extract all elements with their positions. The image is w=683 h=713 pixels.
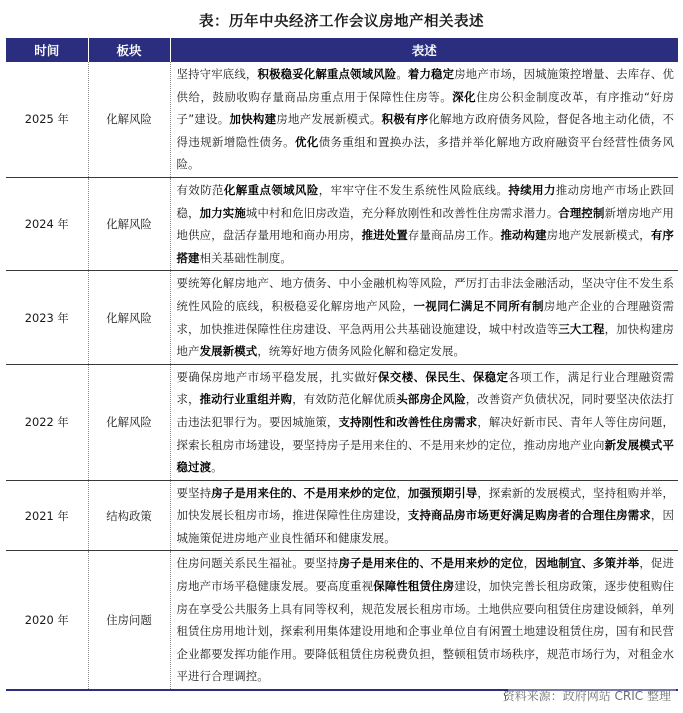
highlight-text: 房子是用来住的、不是用来炒的定位 [211, 485, 397, 500]
header-sector: 板块 [88, 38, 170, 62]
row-sector: 结构政策 [88, 480, 170, 551]
highlight-text: 积极稳妥化解重点领域风险 [257, 67, 397, 81]
highlight-text: 推进处置 [361, 228, 408, 243]
description-text: 城中村和危旧房改造，充分释放刚性和改善性住房需求潜力。 [245, 205, 559, 220]
highlight-text: 保障性租赁住房 [373, 579, 455, 594]
highlight-text: 支持商品房市场更好满足购房者的合理住房需求 [407, 508, 651, 523]
description-text: 。 [396, 67, 408, 81]
table-header-row [6, 38, 678, 62]
description-text: 房地产市场，因城施策控增量、去库存、优供给，鼓励收购存量商品房重点用于保障性住房等。 [176, 67, 674, 104]
row-description [170, 551, 678, 690]
header-year: 时间 [6, 38, 88, 62]
row-sector: 化解风险 [88, 177, 170, 270]
highlight-text: 持续用力 [508, 182, 556, 197]
row-year: 2022 年 [6, 364, 88, 480]
description-text: 相关基础性制度。 [199, 250, 292, 265]
table-row [6, 551, 678, 690]
watermark-overlay [508, 678, 676, 706]
highlight-text: 加快构建 [229, 112, 277, 127]
description-text: 。 [211, 460, 223, 475]
description-text: 住房问题关系民生福祉。要坚持 [176, 556, 339, 571]
description-text: ， [396, 485, 408, 500]
description-text: ，统筹好地方债务风险化解和稳定发展。 [257, 344, 466, 359]
description-text: 住房公积金制度改革，有序推动“好房子”建设。 [176, 89, 675, 127]
description-text: ，解决好新市民、青年人等住房问题，探索长租房市场建设，要坚持房子是用来住的、不是用来炒的定位，推动房地产业向 [176, 414, 674, 452]
description-text: ，有效防范化解优质 [292, 392, 397, 407]
description-text: 要坚持 [176, 485, 212, 500]
highlight-text: 深化 [452, 89, 477, 104]
table-row [6, 62, 678, 177]
table-row [6, 177, 678, 270]
table-row [6, 271, 678, 364]
row-year: 2021 年 [6, 480, 88, 551]
highlight-text: 房子是用来住的、不是用来炒的定位 [338, 556, 524, 571]
table-row [6, 364, 678, 480]
description-text: 建设，加快完善长租房政策，逐步使租购住房在享受公共服务上具有同等权利，规范发展长租房市场。土地供应要向租赁住房建设倾斜，单列租赁住房用地计划，探索利用集体建设用地和企事业单位自有闲置土地建设租赁住房，国有和民营企业都要发挥功能作用。要降低租赁住房税费负担，整顿租赁市场秩序，规范市场行为，对租金水平进行合理调控。 [176, 579, 674, 684]
table-row [6, 480, 678, 551]
row-description [170, 271, 678, 364]
description-text: 有效防范 [176, 182, 224, 197]
highlight-text: 加强预期引导 [407, 485, 478, 500]
description-text: 债务重组和置换办法，多措并举化解地方政府融资平台经营性债务风险。 [176, 134, 674, 172]
row-year: 2025 年 [6, 62, 88, 177]
row-sector: 化解风险 [88, 271, 170, 364]
highlight-text: 合理控制 [558, 205, 605, 220]
row-sector: 化解风险 [88, 364, 170, 480]
description-text: ，因城施策促进房地产业良性循环和健康发展。 [176, 508, 674, 545]
description-text: 房地产发展新模式， [546, 228, 651, 243]
description-text: 坚持守牢底线， [176, 67, 258, 81]
highlight-text: 有序搭建 [176, 228, 674, 265]
description-text: 房地产企业的合理融资需求，加快推进保障性住房建设、平急两用公共基础设施建设，城中村改造等 [176, 298, 674, 336]
table-title: 表：历年中央经济工作会议房地产相关表述 [199, 14, 484, 30]
highlight-text: 化解重点领域风险 [223, 182, 319, 197]
description-text: ，改善资产负债状况，同时要坚决依法打击违法犯罪行为。要因城施策， [176, 392, 674, 429]
row-sector: 化解风险 [88, 62, 170, 177]
highlight-text: 三大工程 [558, 321, 605, 336]
highlight-text: 推动行业重组并购 [199, 392, 293, 407]
highlight-text: 一视同仁满足不同所有制 [413, 298, 544, 313]
row-sector: 住房问题 [88, 551, 170, 690]
row-year: 2023 年 [6, 271, 88, 364]
highlight-text: 新发展模式平稳过渡 [176, 437, 674, 475]
row-description [170, 480, 678, 551]
highlight-text: 因地制宜、多策并举 [535, 556, 640, 571]
description-text: 化解地方政府债务风险，督促各地主动化债，不得违规新增隐性债务。 [176, 112, 674, 149]
header-desc: 表述 [170, 38, 678, 62]
row-description [170, 62, 678, 177]
description-text: ，加快构建房地产 [176, 321, 674, 359]
highlight-text: 着力稳定 [407, 67, 455, 81]
highlight-text: 头部房企风险 [396, 392, 466, 407]
highlight-text: 发展新模式 [199, 344, 258, 359]
description-text: 推动房地产市场止跌回稳， [176, 182, 675, 220]
description-text: 要确保房地产市场平稳发展，扎实做好 [176, 369, 378, 384]
highlight-text: 推动构建 [500, 228, 547, 243]
highlight-text: 优化 [295, 134, 319, 149]
description-text: ，促进房地产市场平稳健康发展。要高度重视 [176, 556, 675, 594]
highlight-text: 加力实施 [199, 205, 246, 220]
description-text: ，牢牢守住不发生系统性风险底线。 [318, 182, 509, 197]
description-text: 要统筹化解房地产、地方债务、中小金融机构等风险，严厉打击非法金融活动，坚决守住不发生系统性风险的底线，积极稳妥化解房地产风险， [176, 276, 674, 313]
description-text: 各项工作，满足行业合理融资需求， [176, 369, 674, 407]
row-year: 2020 年 [6, 551, 88, 690]
description-text: ，探索新的发展模式，坚持租购并举，加快发展长租房市场，推进保障性住房建设， [176, 485, 674, 523]
row-description [170, 364, 678, 480]
source-note: 资料来源：政府网站 CRIC 整理 [502, 689, 671, 703]
highlight-text: 保交楼、保民生、保稳定 [378, 369, 509, 384]
description-text: 存量商品房工作。 [407, 228, 501, 243]
description-text: 房地产发展新模式。 [276, 112, 382, 127]
row-year: 2024 年 [6, 177, 88, 270]
highlight-text: 支持刚性和改善性住房需求 [338, 414, 478, 429]
highlight-text: 积极有序 [381, 112, 429, 127]
policy-table [6, 38, 678, 691]
row-description [170, 177, 678, 270]
description-text: 新增房地产用地供应，盘活存量用地和商办用房， [176, 205, 674, 243]
description-text: ， [523, 556, 536, 571]
